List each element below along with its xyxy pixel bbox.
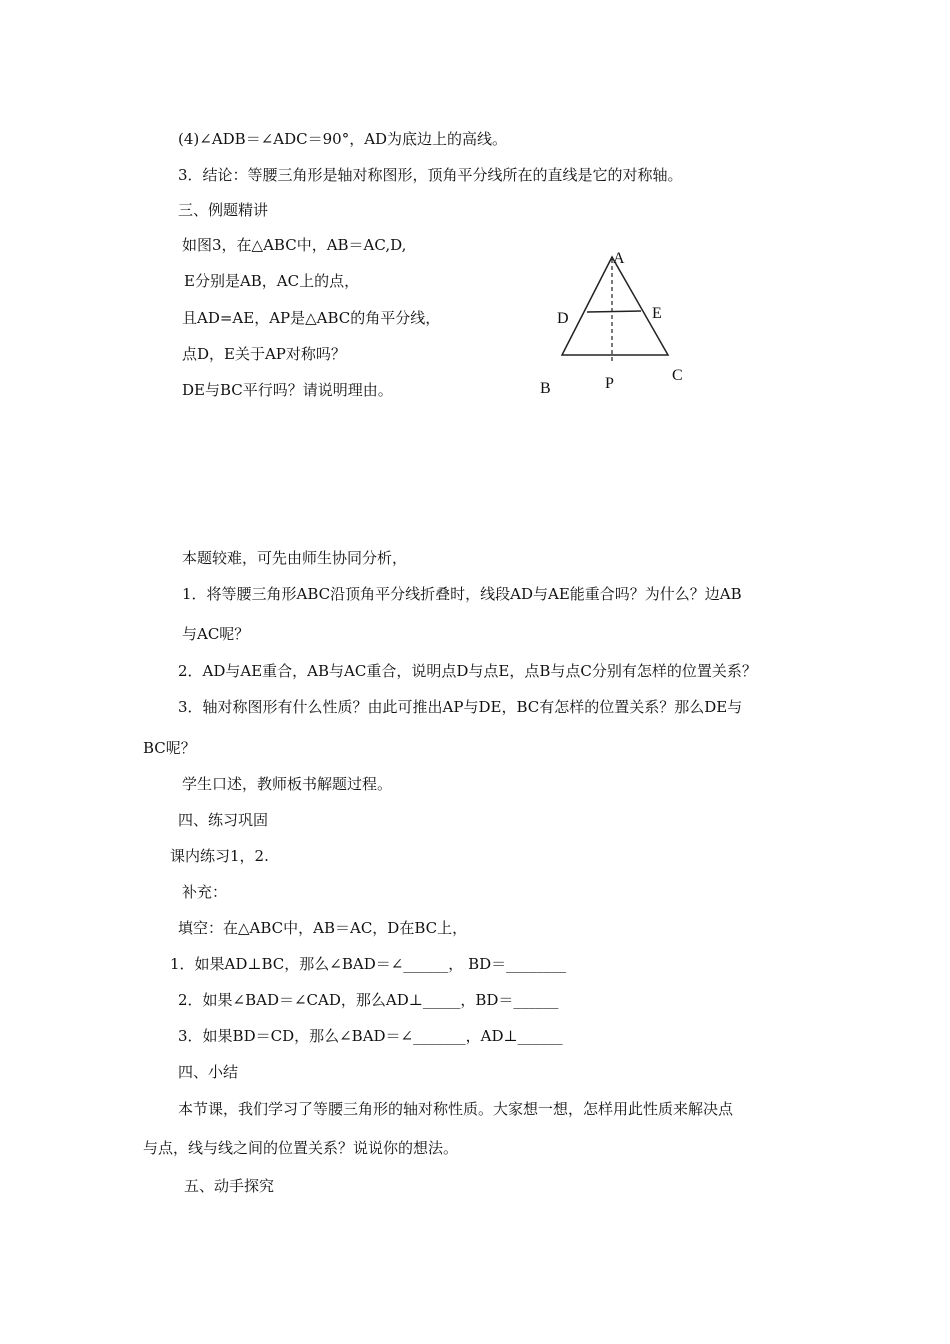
text-line-9: 本题较难，可先由师生协同分析，	[182, 549, 408, 567]
text-line-7: 点D，E关于AP对称吗？	[182, 345, 346, 363]
label-b: B	[540, 380, 551, 397]
label-p: P	[605, 375, 614, 392]
text-line-10: 1．将等腰三角形ABC沿顶角平分线折叠时，线段AD与AE能重合吗？为什么？边AB	[182, 585, 742, 603]
segment-de	[587, 311, 641, 312]
section-heading-practice: 四、练习巩固	[178, 811, 269, 829]
text-line-14: BC呢？	[143, 739, 196, 757]
text-line-4: 如图3，在△ABC中，AB＝AC,D,	[182, 236, 407, 254]
section-heading-examples: 三、例题精讲	[178, 201, 269, 219]
text-line-25: 与点，线与线之间的位置关系？说说你的想法。	[143, 1139, 459, 1157]
text-line-6: 且AD=AE，AP是△ABC的角平分线，	[182, 309, 441, 327]
text-line-1: (4)∠ADB＝∠ADC＝90°，AD为底边上的高线。	[178, 130, 508, 148]
exercise-1: 1．如果AD⊥BC，那么∠BAD＝∠______， BD＝________	[170, 955, 567, 973]
text-line-17: 课内练习1，2.	[170, 847, 269, 865]
text-line-12: 2．AD与AE重合，AB与AC重合，说明点D与点E，点B与点C分别有怎样的位置关系？	[178, 662, 757, 680]
label-c: C	[672, 367, 683, 384]
text-line-8: DE与BC平行吗？请说明理由。	[182, 381, 393, 399]
text-line-5: E分别是AB，AC上的点，	[184, 272, 360, 290]
text-line-15: 学生口述，教师板书解题过程。	[182, 775, 393, 793]
text-line-19: 填空：在△ABC中，AB＝AC，D在BC上，	[178, 919, 468, 937]
label-d: D	[557, 310, 569, 327]
text-line-13: 3．轴对称图形有什么性质？由此可推出AP与DE，BC有怎样的位置关系？那么DE与	[178, 698, 743, 716]
section-heading-summary: 四、小结	[178, 1063, 239, 1081]
exercise-2: 2．如果∠BAD＝∠CAD，那么AD⊥_____，BD＝______	[178, 991, 559, 1009]
label-a: A	[613, 250, 625, 267]
text-line-24: 本节课，我们学习了等腰三角形的轴对称性质。大家想一想，怎样用此性质来解决点	[178, 1100, 734, 1118]
text-line-2: 3．结论：等腰三角形是轴对称图形，顶角平分线所在的直线是它的对称轴。	[178, 166, 683, 184]
section-heading-explore: 五、动手探究	[184, 1177, 275, 1195]
label-e: E	[652, 305, 662, 322]
text-line-11: 与AC呢？	[182, 625, 250, 643]
text-line-18: 补充：	[182, 883, 228, 901]
triangle-figure	[530, 245, 710, 405]
exercise-3: 3．如果BD＝CD，那么∠BAD＝∠_______，AD⊥______	[178, 1027, 563, 1045]
